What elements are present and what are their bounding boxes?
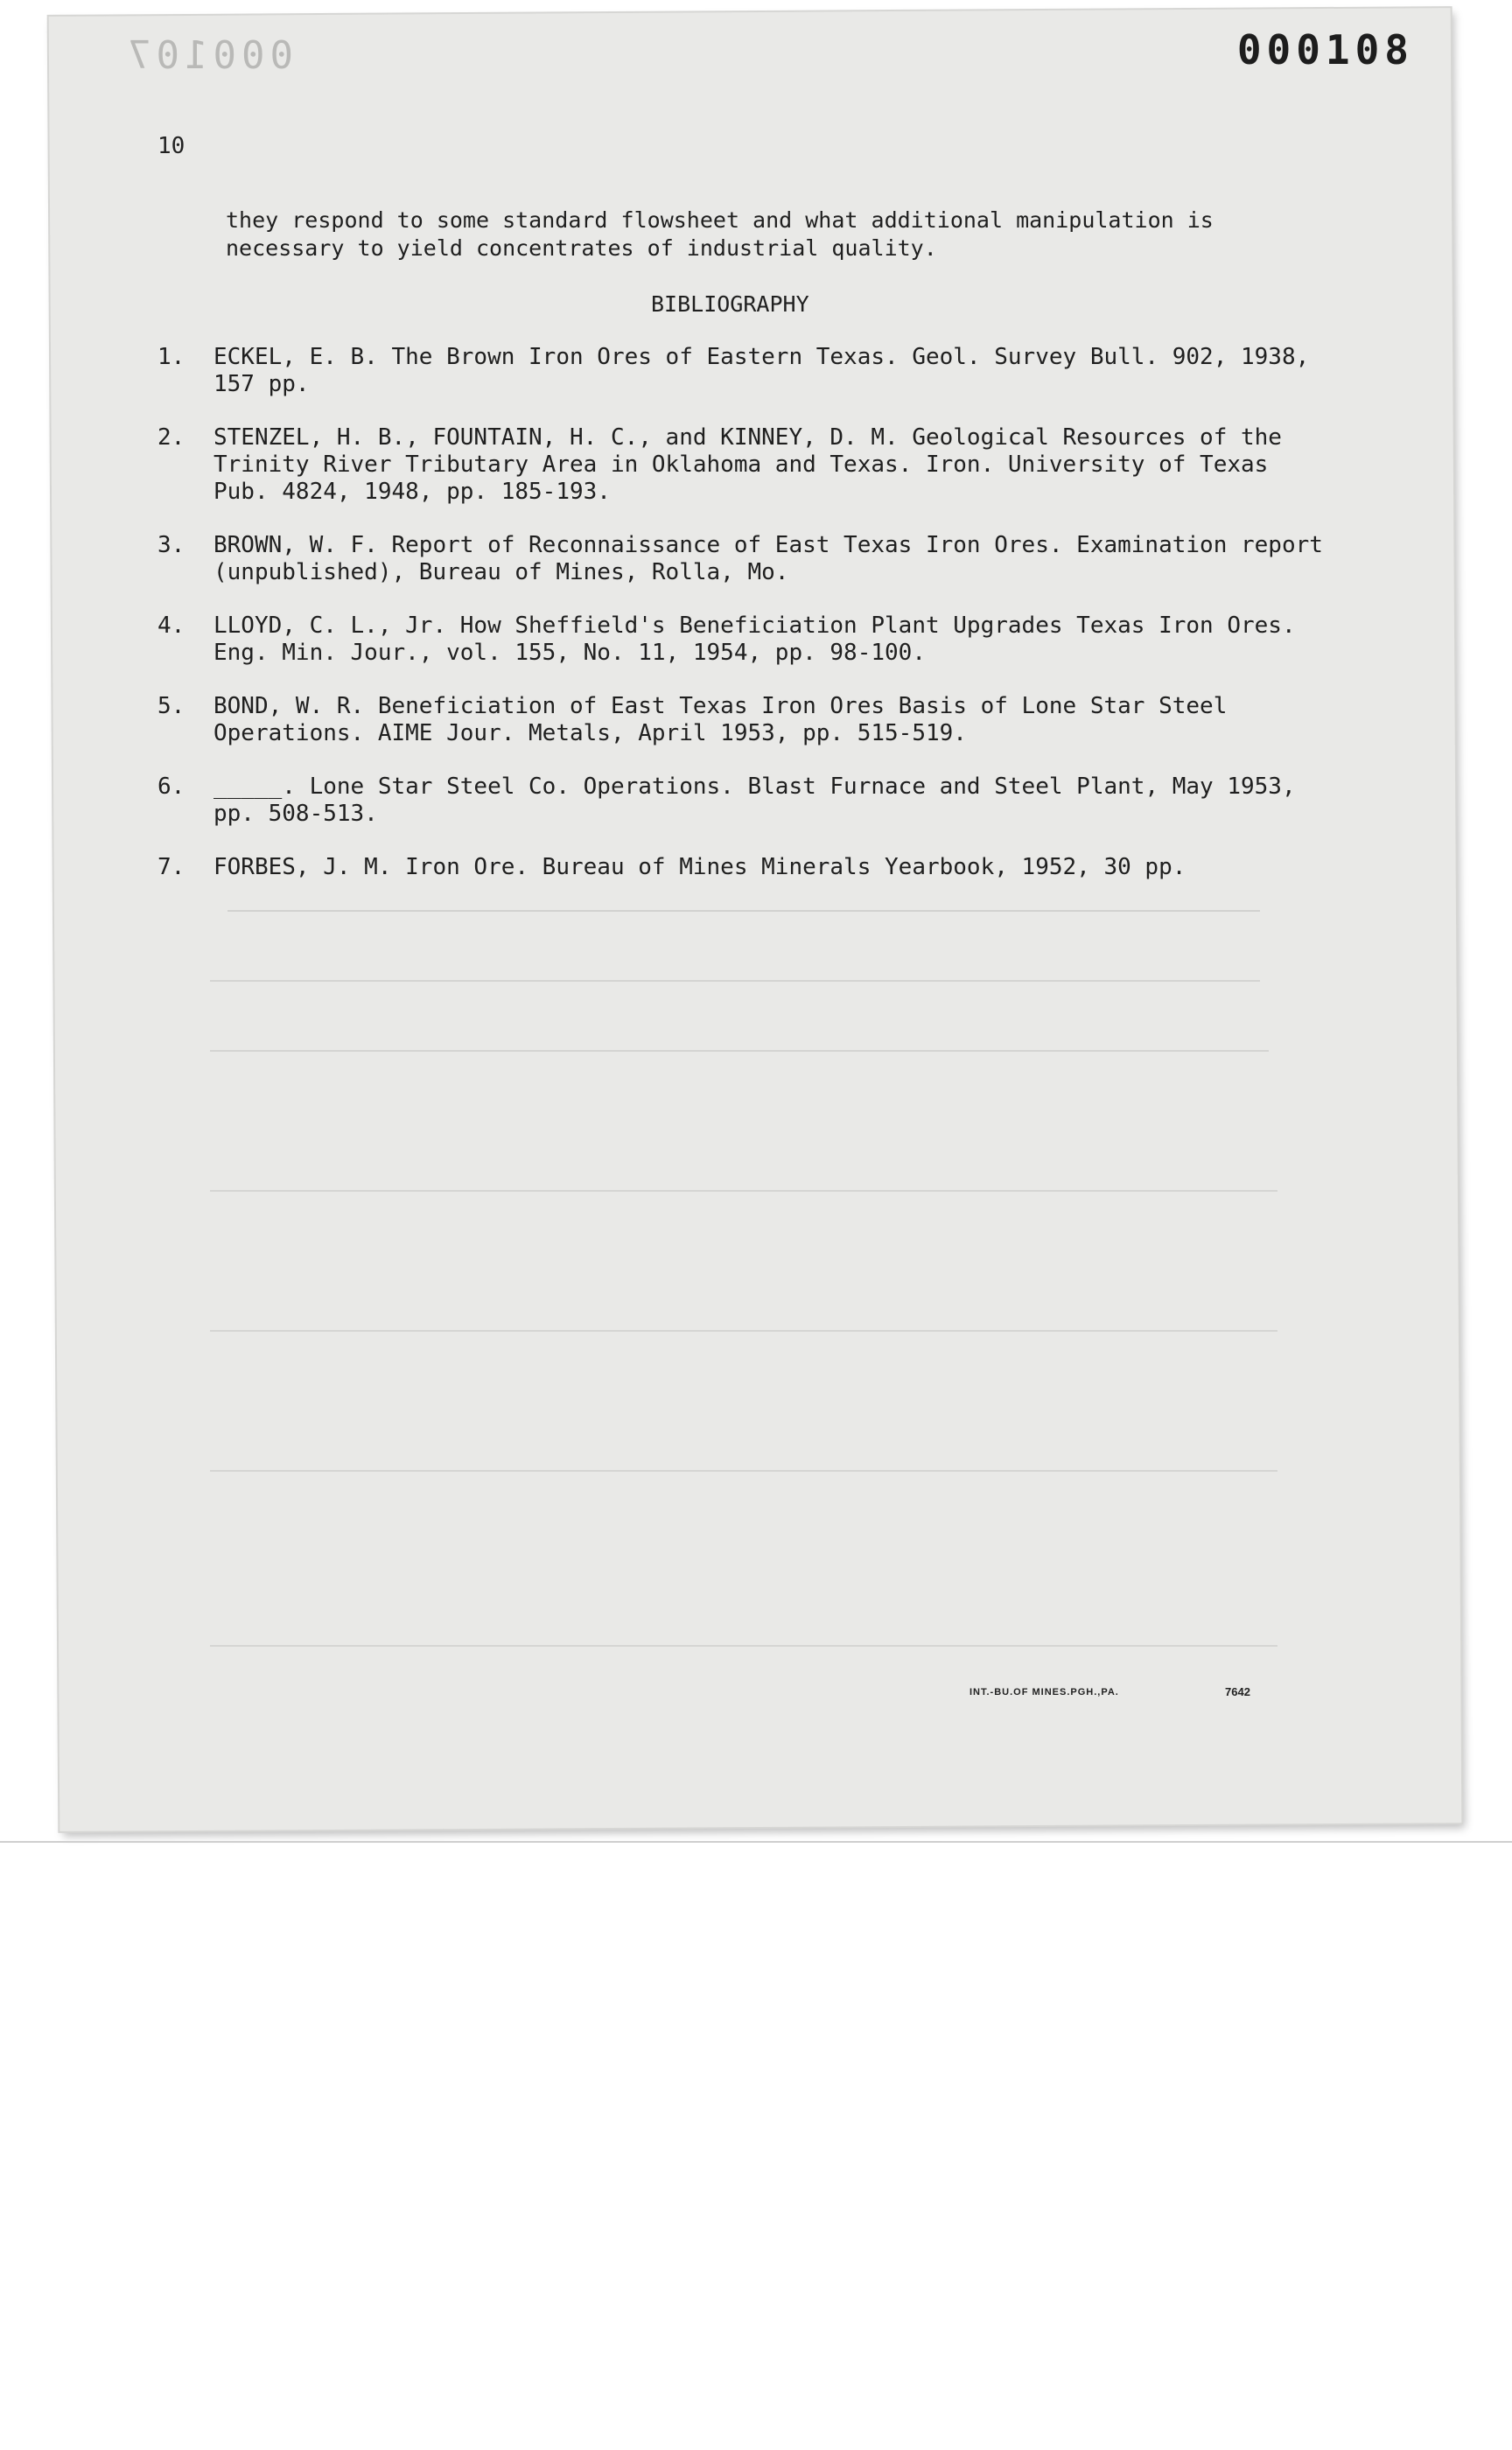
entry-text: FORBES, J. M. Iron Ore. Bureau of Mines Minerals Yearbook, 1952, 30 pp. xyxy=(214,854,1186,880)
bibliography-entry xyxy=(158,693,1330,747)
entry-text: BOND, W. R. Beneficiation of East Texas Iron Ores Basis of Lone Star Steel Operations. AIME Jour. Metals, April 1953, pp. 515-519. xyxy=(214,693,1228,746)
scan-edge-divider xyxy=(0,1841,1512,1843)
entry-number: 2. xyxy=(158,424,186,451)
bibliography-entry xyxy=(158,424,1330,506)
entry-number: 5. xyxy=(158,693,186,719)
entry-text: STENZEL, H. B., FOUNTAIN, H. C., and KINNEY, D. M. Geological Resources of the Trinity River Tributary Area in Oklahoma and Texas. Iron. University of Texas Pub. 4824, 1948, pp. 185-193. xyxy=(214,424,1282,505)
bibliography-entry xyxy=(158,344,1330,398)
bibliography-heading: BIBLIOGRAPHY xyxy=(651,291,809,317)
printer-imprint: INT.-BU.OF MINES.PGH.,PA. xyxy=(970,1687,1119,1698)
entry-number: 6. xyxy=(158,774,186,800)
entry-text: LLOYD, C. L., Jr. How Sheffield's Beneficiation Plant Upgrades Texas Iron Ores. Eng. Min. Jour., vol. 155, No. 11, 1954, pp. 98-100. xyxy=(214,612,1296,666)
entry-text: ECKEL, E. B. The Brown Iron Ores of Eastern Texas. Geol. Survey Bull. 902, 1938, 157 pp. xyxy=(214,344,1310,397)
form-code: 7642 xyxy=(1225,1685,1250,1698)
entry-number: 4. xyxy=(158,612,186,639)
entry-number: 1. xyxy=(158,344,186,370)
bibliography-entry xyxy=(158,612,1330,667)
bibliography-entry xyxy=(158,532,1330,586)
document-page xyxy=(49,8,1462,1831)
bibliography-entry xyxy=(158,774,1330,828)
document-number-stamp: 000108 xyxy=(1236,26,1414,74)
bibliography-list xyxy=(158,344,1330,907)
entry-number: 7. xyxy=(158,854,186,880)
entry-text: BROWN, W. F. Report of Reconnaissance of East Texas Iron Ores. Examination report (unpublished), Bureau of Mines, Rolla, Mo. xyxy=(214,532,1323,585)
page-number: 10 xyxy=(158,133,186,159)
intro-paragraph: they respond to some standard flowsheet and what additional manipulation is necessary to yield concentrates of industrial quality. xyxy=(226,207,1214,261)
entry-number: 3. xyxy=(158,532,186,558)
bibliography-entry xyxy=(158,854,1330,881)
bleed-through-stamp: 000107 xyxy=(122,33,293,78)
entry-text: _____. Lone Star Steel Co. Operations. Blast Furnace and Steel Plant, May 1953, pp. 508-513. xyxy=(214,774,1296,827)
